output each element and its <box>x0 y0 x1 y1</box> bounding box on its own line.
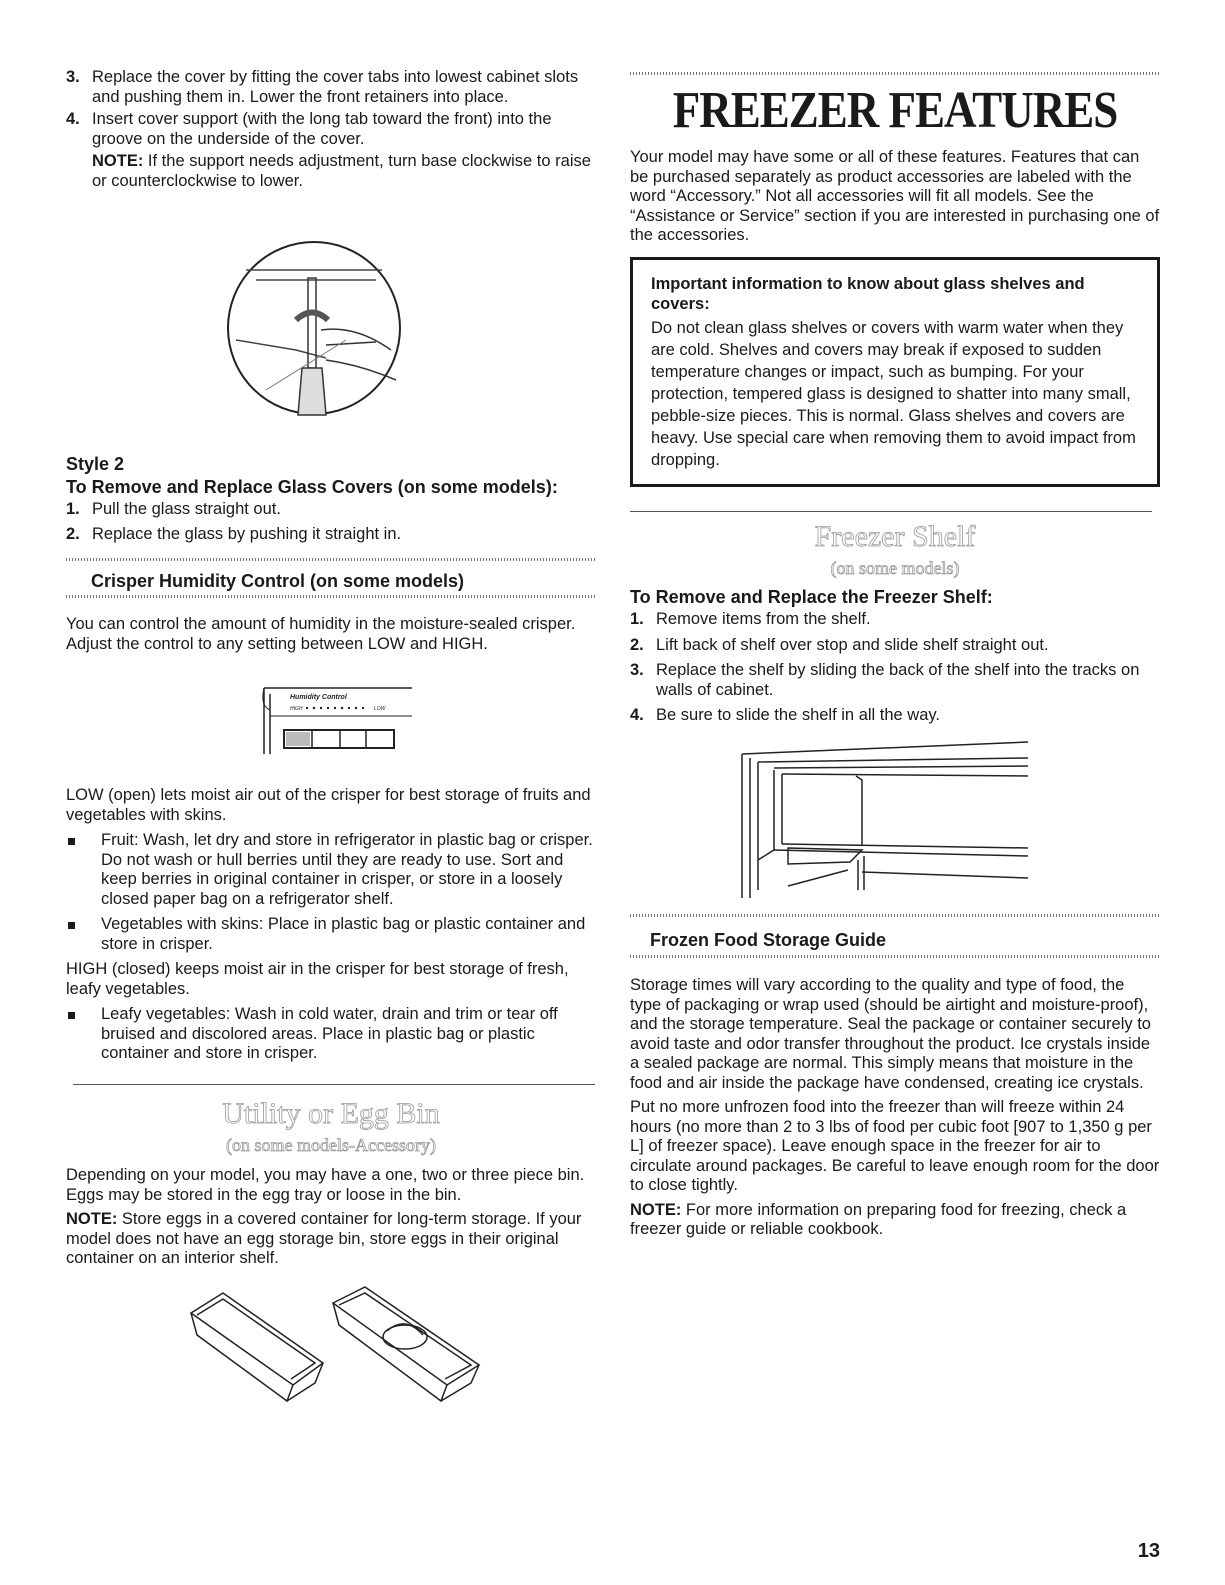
shelf-top-rule <box>630 511 1152 512</box>
storage-bottom-rule <box>630 955 1160 958</box>
note-eggs <box>66 1210 596 1269</box>
utility-subtitle: (on some models-Accessory) <box>226 1135 436 1155</box>
step-text: Pull the glass straight out. <box>92 500 281 518</box>
utility-title: Utility or Egg Bin <box>222 1097 440 1130</box>
note-label: NOTE: <box>66 1210 118 1228</box>
step-text: Remove items from the shelf. <box>656 610 871 628</box>
shelf-step-3 <box>630 661 1160 700</box>
cover-support-illustration <box>226 230 406 430</box>
humidity-control-illustration <box>262 686 414 756</box>
fruit-bullet: Fruit: Wash, let dry and store in refrigerator in plastic bag or crisper. Do not wash or hull berries until they are ready to use. Sort and keep berries in original container in crisper, or store in a loosely closed paper bag on a refrigerator shelf. <box>66 831 596 909</box>
control-label: Humidity Control <box>290 694 347 701</box>
glass-warning-box <box>630 257 1160 487</box>
title-top-rule <box>630 72 1160 75</box>
step-text: Lift back of shelf over stop and slide shelf straight out. <box>656 635 1049 654</box>
vegetables-bullet: Vegetables with skins: Place in plastic bag or plastic container and store in crisper. <box>66 915 596 954</box>
note-support <box>66 152 596 191</box>
control-high-label: HIGH <box>290 706 303 712</box>
crisper-details <box>66 786 596 1064</box>
warning-heading: Important information to know about glass shelves and covers: <box>651 275 1085 313</box>
low-text: LOW (open) lets moist air out of the crisper for best storage of fruits and vegetables with skins. <box>66 786 591 824</box>
step-number: 2. <box>630 635 644 654</box>
shelf-heading: To Remove and Replace the Freezer Shelf: <box>630 587 993 607</box>
note-text: Store eggs in a covered container for long-term storage. If your model does not have an egg storage bin, store eggs in their original container on an interior shelf. <box>66 1210 582 1267</box>
shelf-steps <box>630 610 1160 726</box>
shelf-subtitle: (on some models) <box>830 558 960 578</box>
style2-heading: Style 2 <box>66 454 125 474</box>
utility-text: Depending on your model, you may have a one, two or three piece bin. Eggs may be stored in the egg tray or loose in the bin. <box>66 1166 585 1204</box>
step-text: Replace the glass by pushing it straight in. <box>92 524 402 543</box>
step-number: 3. <box>66 68 80 86</box>
step-4 <box>66 110 596 149</box>
glass-steps <box>66 500 596 544</box>
crisper-bottom-rule <box>66 595 596 598</box>
utility-body <box>66 1166 596 1269</box>
warning-text: Do not clean glass shelves or covers with warm water when they are cold. Shelves and covers may break if exposed to sudden temperature changes or impact, such as bumping. For your protection, tempered glass is designed to shatter into many small, pebble-size pieces. This is normal. Glass shelves and covers are heavy. Use special care when removing them to avoid impact from dropping. <box>651 319 1136 469</box>
page-title: FREEZER FEATURES <box>672 81 1118 139</box>
crisper-top-rule <box>66 558 596 561</box>
crisper-heading: Crisper Humidity Control (on some models) <box>91 571 465 591</box>
step-text: Replace the shelf by sliding the back of the shelf into the tracks on walls of cabinet. <box>656 661 1140 699</box>
step-number: 3. <box>630 661 644 679</box>
leafy-bullet: Leafy vegetables: Wash in cold water, drain and trim or tear off bruised and discolored areas. Place in plastic bag or plastic container and store in crisper. <box>66 1005 596 1064</box>
step-text: Insert cover support (with the long tab toward the front) into the groove on the underside of the cover. <box>92 110 552 148</box>
note-freezing <box>630 1201 1160 1240</box>
storage-paragraph-2: Put no more unfrozen food into the freezer than will freeze within 24 hours (no more than 2 to 3 lbs of food per cubic foot [907 to 1,350 g per L] of freezer space). Leave enough space in the freezer for air to circulate around packages. Be careful to leave enough room for the door to close tightly. <box>630 1098 1160 1194</box>
step-text: Replace the cover by fitting the cover tabs into lowest cabinet slots and pushing them in. Lower the front retainers into place. <box>92 68 579 106</box>
freezer-shelf-illustration <box>738 740 1038 900</box>
note-text: For more information on preparing food for freezing, check a freezer guide or reliable cookbook. <box>630 1200 1127 1238</box>
cover-steps <box>66 68 596 191</box>
utility-top-rule <box>73 1084 595 1085</box>
step-3 <box>66 68 596 107</box>
storage-heading: Frozen Food Storage Guide <box>650 930 887 950</box>
note-text: If the support needs adjustment, turn base clockwise to raise or counterclockwise to lower. <box>92 152 591 190</box>
step-number: 4. <box>630 706 644 724</box>
high-text: HIGH (closed) keeps moist air in the crisper for best storage of fresh, leafy vegetables. <box>66 960 569 998</box>
glass-step-1 <box>66 500 596 520</box>
storage-top-rule <box>630 914 1160 917</box>
glass-covers-heading: To Remove and Replace Glass Covers (on some models): <box>66 477 558 497</box>
shelf-step-4 <box>630 706 1160 726</box>
step-text: Be sure to slide the shelf in all the way. <box>656 706 941 724</box>
note-label: NOTE: <box>630 1200 682 1219</box>
page-number: 13 <box>1137 1540 1160 1562</box>
shelf-title: Freezer Shelf <box>814 520 976 553</box>
step-number: 2. <box>66 524 80 543</box>
egg-bin-illustration <box>183 1285 488 1405</box>
crisper-intro: You can control the amount of humidity in the moisture-sealed crisper. Adjust the control to any setting between LOW and HIGH. <box>66 615 576 653</box>
note-label: NOTE: <box>92 152 144 170</box>
shelf-step-1 <box>630 610 1160 630</box>
freezer-intro: Your model may have some or all of these features. Features that can be purchased separately as product accessories are labeled with the word “Accessory.” Not all accessories will fit all models. See the “Assistance or Service” section if you are interested in purchasing one of the accessories. <box>630 148 1160 244</box>
storage-paragraph-1: Storage times will vary according to the quality and type of food, the type of packaging or wrap used (should be airtight and moisture-proof), and the storage temperature. Seal the package or container securely to avoid taste and odor transfer throughout the product. Ice crystals inside a sealed package are normal. This simply means that moisture in the food and air inside the package have condensed, creating ice crystals. <box>630 976 1151 1092</box>
step-number: 4. <box>66 110 80 128</box>
control-low-label: LOW <box>374 706 386 712</box>
shelf-step-2 <box>630 636 1160 656</box>
step-number: 1. <box>66 500 80 518</box>
step-number: 1. <box>630 610 644 628</box>
storage-body <box>630 976 1160 1240</box>
glass-step-2 <box>66 525 596 545</box>
